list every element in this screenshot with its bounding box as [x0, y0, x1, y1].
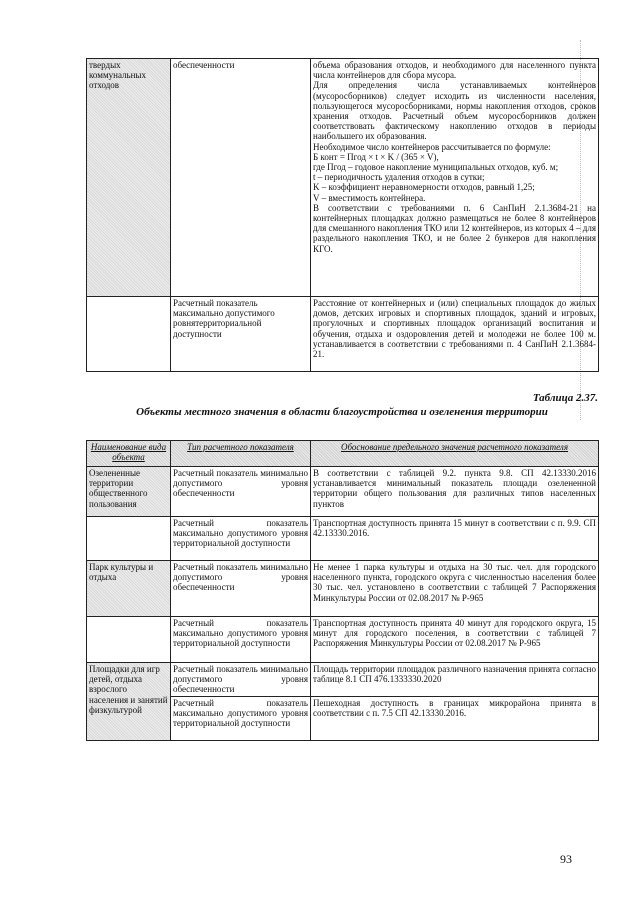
table-cell-object — [87, 617, 171, 663]
table-cell-justification — [311, 59, 599, 297]
table-cell-object: Озелененные территории общественного пользования — [87, 467, 171, 517]
objects-table — [86, 440, 599, 741]
table-header-row — [87, 441, 599, 467]
table-cell-type: Расчетный показатель минимально допустимого уровня обеспеченности — [171, 467, 311, 517]
table-cell-object: Парк культуры и отдыха — [87, 561, 171, 617]
text-line: K – коэффициент неравномерности отходов, равный 1,25; — [313, 182, 535, 193]
page-number: 93 — [560, 852, 572, 866]
table-cell-type: Расчетный показатель минимально допустимого уровня обеспеченности — [171, 561, 311, 617]
table-cell-type: Расчетный показатель максимально допустимого уровня территориальной доступности — [171, 617, 311, 663]
table-cell-justification: Расстояние от контейнерных и (или) специальных площадок до жилых домов, детских игровых и спортивных площадок, зданий и игровых, прогулочных и спортивных площадок организаций воспитания и обучения, отдыха и оздоровления детей и молодежи не более 100 м. устанавливается в соответствии с требованиями п. 4 СанПиН 2.1.3684-21. — [311, 297, 599, 372]
table-cell-object: твердых коммунальных отходов — [87, 59, 171, 297]
column-header: Тип расчетного показателя — [171, 441, 311, 467]
table-cell-type: Расчетный показатель максимально допустимого ровнятерриториальной доступности — [171, 297, 311, 372]
table-cell-justification: В соответствии с таблицей 9.2. пункта 9.8. СП 42.13330.2016 устанавливается минимальный показатель площади озелененной территории общего пользования для различных типов населенных пунктов — [311, 467, 599, 517]
column-header: Обоснование предельного значения расчетного показателя — [311, 441, 599, 467]
table-row — [87, 467, 599, 517]
table-cell-type: Расчетный показатель максимально допустимого уровня территориальной доступности — [171, 517, 311, 561]
table-cell-object — [87, 517, 171, 561]
table-cell-type: обеспеченности — [171, 59, 311, 297]
table-row — [87, 59, 599, 297]
text-line: В соответствии с требованиями п. 6 СанПиН 2.1.3684-21 на контейнерных площадках должно размещаться не более 8 контейнеров для смешанного накопления ТКО или 12 контейнеров, из которых 4 – для раздельного накопления ТКО, и не более 2 бункеров для накопления КГО. — [313, 202, 596, 254]
table-row — [87, 561, 599, 617]
table-cell-object: Площадки для игр детей, отдыха взрослого населения и занятий физкультурой — [87, 663, 171, 741]
text-line: V – вместимость контейнера. — [313, 192, 426, 203]
table-cell-justification: Площадь территории площадок различного назначения принята согласно таблице 8.1 СП 476.1333330.2020 — [311, 663, 599, 697]
text-line: Необходимое число контейнеров рассчитывается по формуле: — [313, 141, 551, 152]
table-cell-type: Расчетный показатель минимально допустимого уровня обеспеченности — [171, 663, 311, 697]
table-caption-number: Таблица 2.37. — [532, 392, 598, 404]
table-cell-justification: Пешеходная доступность в границах микрорайона принята в соответствии с п. 7.5 СП 42.13330.2016. — [311, 696, 599, 740]
table-cell-justification: Транспортная доступность принята 40 минут для городского округа, 15 минут для городского поселения, в соответствии с таблицей 7 Распоряжения Минкультуры России от 02.08.2017 № Р-965 — [311, 617, 599, 663]
formula: Б конт = Пгод × t × K / (365 × V), — [313, 151, 439, 162]
table-row — [87, 297, 599, 372]
table-cell-justification: Не менее 1 парка культуры и отдыха на 30 тыс. чел. для городского населенного пункта, городского округа с численностью населения более 30 тыс. чел. установлено в соответствии с таблицей 7 Распоряжения Минкультуры России от 02.08.2017 № Р-965 — [311, 561, 599, 617]
text-line: объема образования отходов, и необходимого для населенного пункта числа контейнеров для сбора мусора. — [313, 60, 596, 81]
table-caption-title: Объекты местного значения в области благоустройства и озеленения территории — [136, 406, 548, 418]
text-line: Для определения числа устанавливаемых контейнеров (мусоросборников) следует исходить из численности населения, пользующегося мусоросборниками, нормы накопления отходов, сроков хранения отходов. Расчетный объем мусоросборников должен соответствовать фактическому накоплению отходов в периоды наибольшего их образования. — [313, 80, 596, 142]
table-cell-justification: Транспортная доступность принята 15 минут в соответствии с п. 9.9. СП 42.13330.2016. — [311, 517, 599, 561]
table-row — [87, 517, 599, 561]
table-row — [87, 663, 599, 697]
continuation-table — [86, 58, 599, 372]
table-row — [87, 617, 599, 663]
table-cell-object — [87, 297, 171, 372]
table-cell-type: Расчетный показатель максимально допустимого уровня территориальной доступности — [171, 696, 311, 740]
column-header: Наименование вида объекта — [87, 441, 171, 467]
text-line: где Пгод – годовое накопление муниципальных отходов, куб. м; — [313, 162, 559, 173]
text-line: t – периодичность удаления отходов в сутки; — [313, 172, 485, 183]
